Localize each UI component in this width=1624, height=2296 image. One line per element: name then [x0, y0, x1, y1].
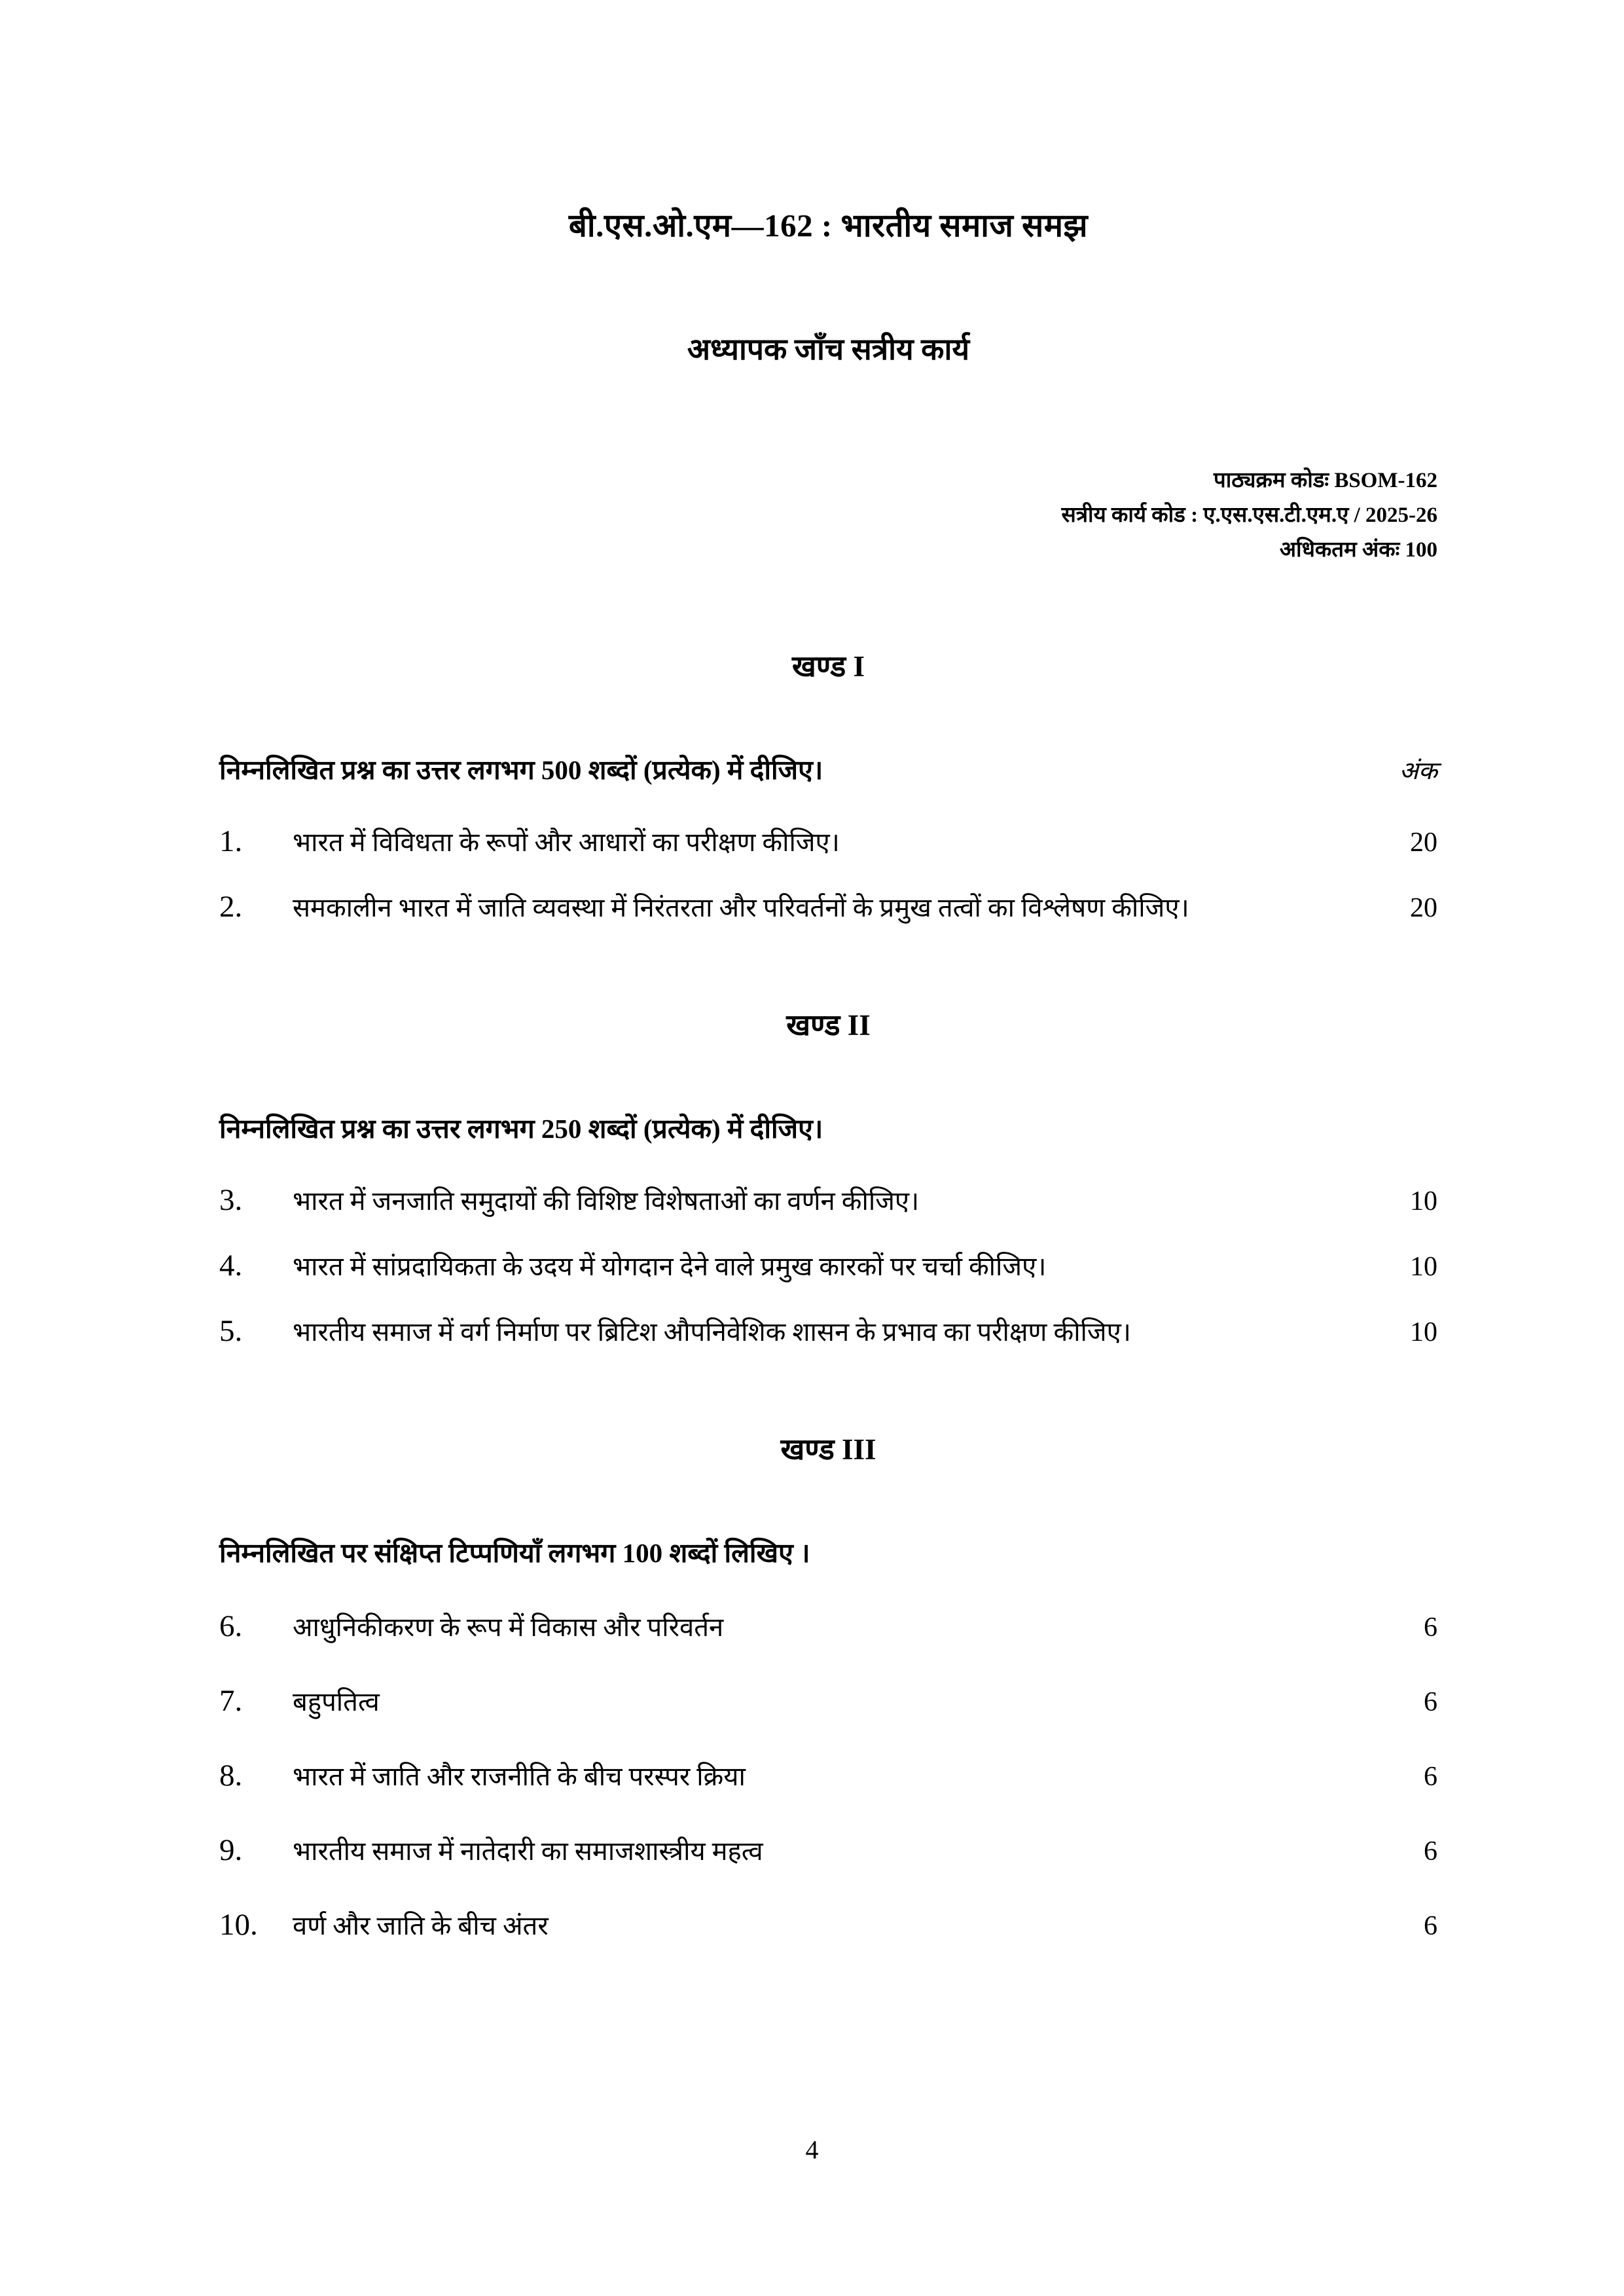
question-row: [219, 1182, 1437, 1219]
question-text: भारतीय समाज में नातेदारी का समाजशास्त्रीय महत्व: [293, 1836, 763, 1867]
section-2-instruction-row: [219, 1110, 1437, 1146]
question-number: 3.: [219, 1183, 243, 1218]
page-title: बी.एस.ओ.एम—162 : भारतीय समाज समझ: [568, 208, 1089, 244]
question-number: 8.: [219, 1758, 243, 1793]
section-2-questions: [219, 1182, 1437, 1350]
question-row: [219, 1683, 1437, 1720]
question-number: 7.: [219, 1684, 243, 1719]
codes-block: [219, 464, 1437, 567]
question-text: आधुनिकीकरण के रूप में विकास और परिवर्तन: [293, 1613, 724, 1643]
question-text: भारत में जनजाति समुदायों की विशिष्ट विशेषताओं का वर्णन कीजिए।: [293, 1186, 920, 1216]
question-marks: 6: [1424, 1687, 1437, 1718]
question-number: 5.: [219, 1314, 243, 1349]
question-text: वर्ण और जाति के बीच अंतर: [293, 1911, 549, 1941]
question-row: [219, 1907, 1437, 1944]
question-number: 9.: [219, 1833, 243, 1868]
question-text: भारतीय समाज में वर्ग निर्माण पर ब्रिटिश औपनिवेशिक शासन के प्रभाव का परीक्षण कीजिए।: [293, 1317, 1131, 1347]
question-marks: 6: [1424, 1613, 1437, 1643]
question-row: [219, 824, 1437, 860]
question-number: 10.: [219, 1908, 258, 1942]
question-marks: 6: [1424, 1911, 1437, 1942]
question-row: [219, 1832, 1437, 1869]
question-row: [219, 1248, 1437, 1285]
question-marks: 6: [1424, 1762, 1437, 1793]
question-marks: 20: [1410, 893, 1437, 924]
question-number: 2.: [219, 890, 243, 924]
section-3-heading: खण्ड III: [780, 1433, 876, 1467]
question-marks: 10: [1410, 1317, 1437, 1348]
page-subtitle: अध्यापक जाँच सत्रीय कार्य: [687, 333, 970, 366]
marks-column-header: अंक: [1399, 757, 1437, 786]
section-3-instruction-row: [219, 1534, 1437, 1571]
question-text: भारत में विविधता के रूपों और आधारों का परीक्षण कीजिए।: [293, 828, 840, 858]
question-text: बहुपतित्व: [293, 1687, 380, 1717]
question-marks: 10: [1410, 1252, 1437, 1283]
question-number: 4.: [219, 1248, 243, 1283]
section-1-instruction: निम्नलिखित प्रश्न का उत्तर लगभग 500 शब्दों (प्रत्येक) में दीजिए।: [219, 755, 823, 786]
section-2-heading: खण्ड II: [786, 1009, 871, 1042]
page-number: 4: [805, 2135, 819, 2164]
question-row: [219, 1609, 1437, 1645]
section-3-instruction: निम्नलिखित पर संक्षिप्त टिप्पणियाँ लगभग 100 शब्दों लिखिए ।: [219, 1538, 810, 1569]
section-3-questions: [219, 1609, 1437, 1944]
question-text: भारत में सांप्रदायिकता के उदय में योगदान देने वाले प्रमुख कारकों पर चर्चा कीजिए।: [293, 1252, 1047, 1282]
question-text: समकालीन भारत में जाति व्यवस्था में निरंतरता और परिवर्तनों के प्रमुख तत्वों का विश्लेषण कीजिए।: [293, 893, 1189, 923]
question-row: [219, 1313, 1437, 1350]
section-1-instruction-row: [219, 751, 1437, 788]
question-marks: 20: [1410, 828, 1437, 858]
question-row: [219, 1758, 1437, 1795]
assignment-code: सत्रीय कार्य कोड : ए.एस.एस.टी.एम.ए / 2025-26: [1061, 503, 1437, 527]
question-number: 6.: [219, 1609, 243, 1644]
question-marks: 6: [1424, 1836, 1437, 1867]
section-1-questions: [219, 824, 1437, 926]
max-marks: अधिकतम अंकः 100: [1279, 538, 1437, 562]
section-2-instruction: निम्नलिखित प्रश्न का उत्तर लगभग 250 शब्दों (प्रत्येक) में दीजिए।: [219, 1114, 823, 1144]
course-code: पाठ्यक्रम कोडः BSOM-162: [1213, 469, 1437, 492]
question-row: [219, 889, 1437, 926]
question-number: 1.: [219, 824, 243, 859]
question-text: भारत में जाति और राजनीति के बीच परस्पर क्रिया: [293, 1762, 746, 1792]
section-1-heading: खण्ड I: [791, 650, 865, 683]
question-marks: 10: [1410, 1186, 1437, 1217]
